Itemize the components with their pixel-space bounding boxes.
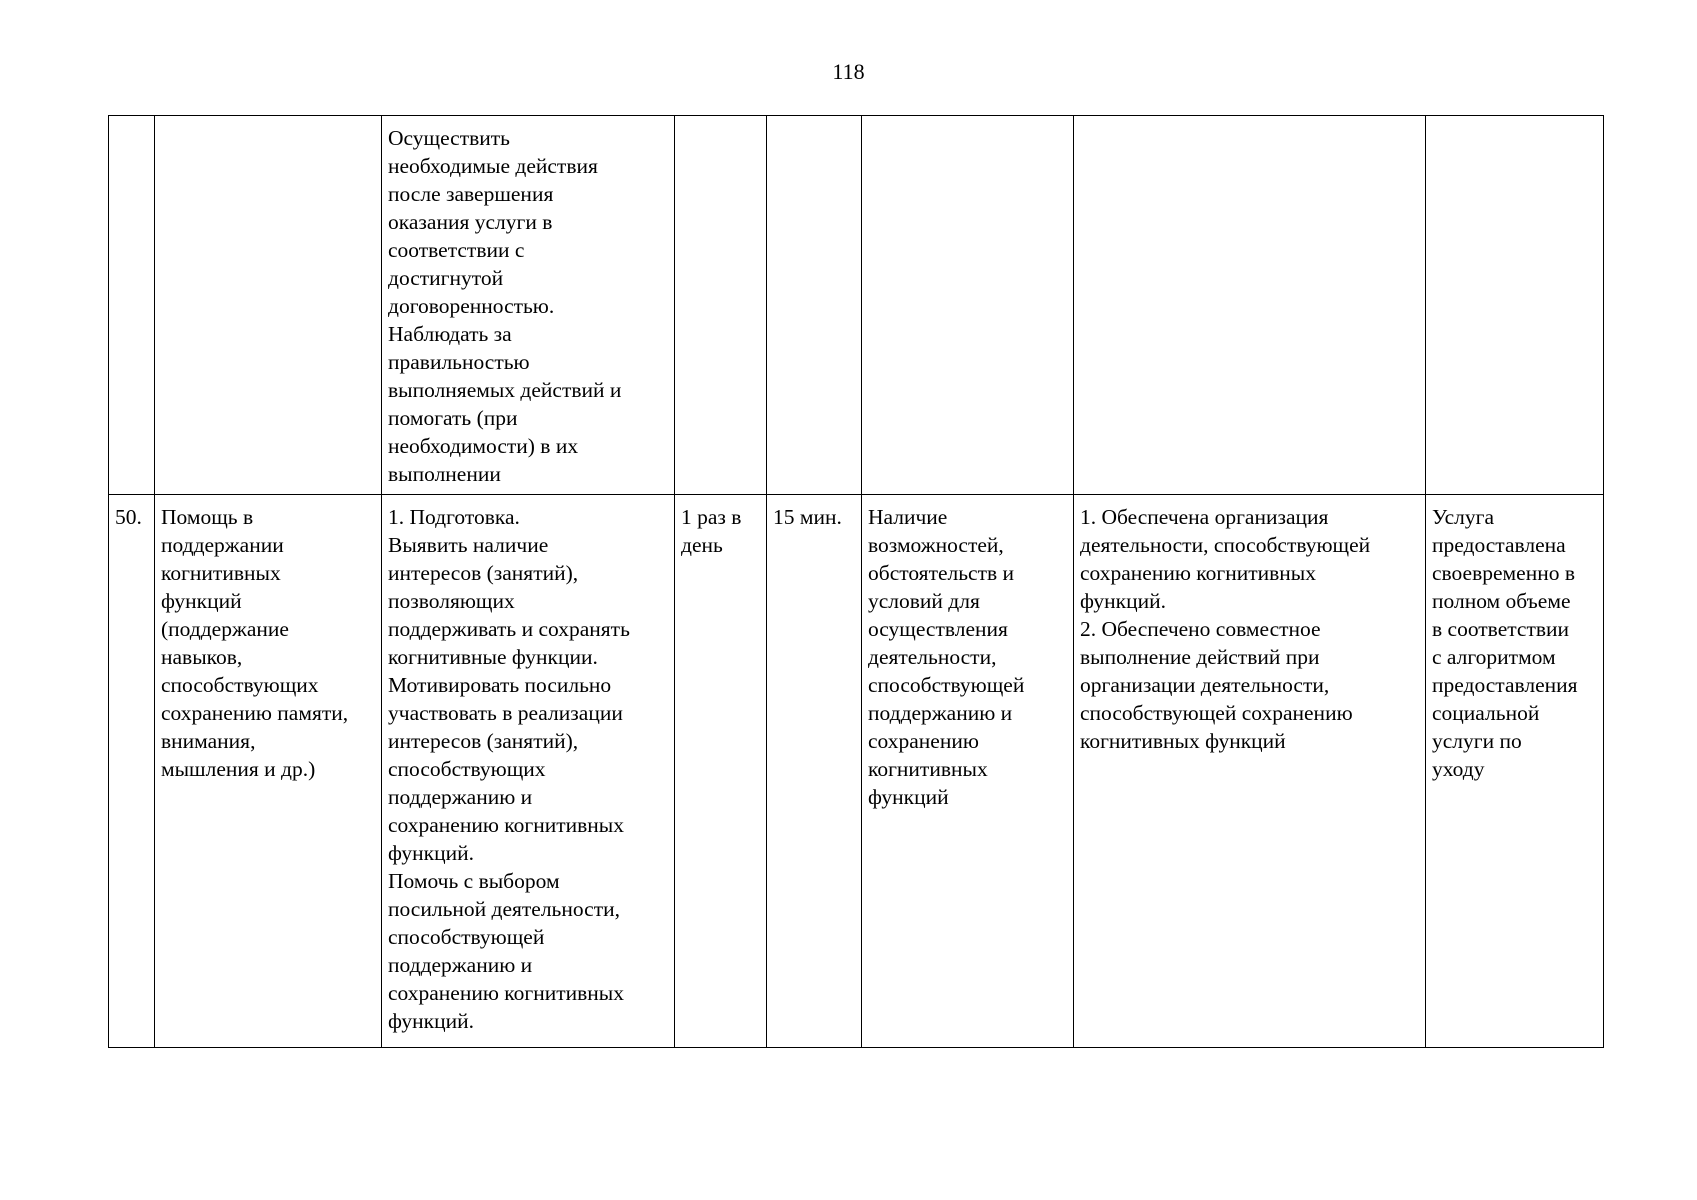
- cell-evaluation: Услуга предоставлена своевременно в полном объеме в соответствии с алгоритмом предоставления социальной услуги по уходу: [1426, 495, 1604, 1048]
- cell-actions: Осуществить необходимые действия после завершения оказания услуги в соответствии с достигнутой договоренностью. Наблюдать за правильностью выполняемых действий и помогать (при необходимости) в их выполнении: [382, 116, 675, 495]
- cell-result: 1. Обеспечена организация деятельности, способствующей сохранению когнитивных функций. 2. Обеспечено совместное выполнение действий при организации деятельности, способствующей сохранению когнитивных функций: [1074, 495, 1426, 1048]
- cell-conditions: [862, 116, 1074, 495]
- cell-service-name: [155, 116, 382, 495]
- cell-result: [1074, 116, 1426, 495]
- cell-frequency: 1 раз в день: [675, 495, 767, 1048]
- cell-actions: 1. Подготовка. Выявить наличие интересов (занятий), позволяющих поддерживать и сохранять когнитивные функции. Мотивировать посильно участвовать в реализации интересов (занятий), способствующих поддержанию и сохранению когнитивных функций. Помочь с выбором посильной деятельности, способствующей поддержанию и сохранению когнитивных функций.: [382, 495, 675, 1048]
- cell-number: [109, 116, 155, 495]
- cell-conditions: Наличие возможностей, обстоятельств и условий для осуществления деятельности, способствующей поддержанию и сохранению когнитивных функций: [862, 495, 1074, 1048]
- cell-duration: [767, 116, 862, 495]
- page-number: 118: [832, 59, 865, 84]
- cell-number: 50.: [109, 495, 155, 1048]
- services-table: [108, 115, 1604, 1048]
- table-row: [109, 116, 1604, 495]
- table-row: [109, 495, 1604, 1048]
- cell-service-name: Помощь в поддержании когнитивных функций (поддержание навыков, способствующих сохранению памяти, внимания, мышления и др.): [155, 495, 382, 1048]
- cell-frequency: [675, 116, 767, 495]
- cell-evaluation: [1426, 116, 1604, 495]
- cell-duration: 15 мин.: [767, 495, 862, 1048]
